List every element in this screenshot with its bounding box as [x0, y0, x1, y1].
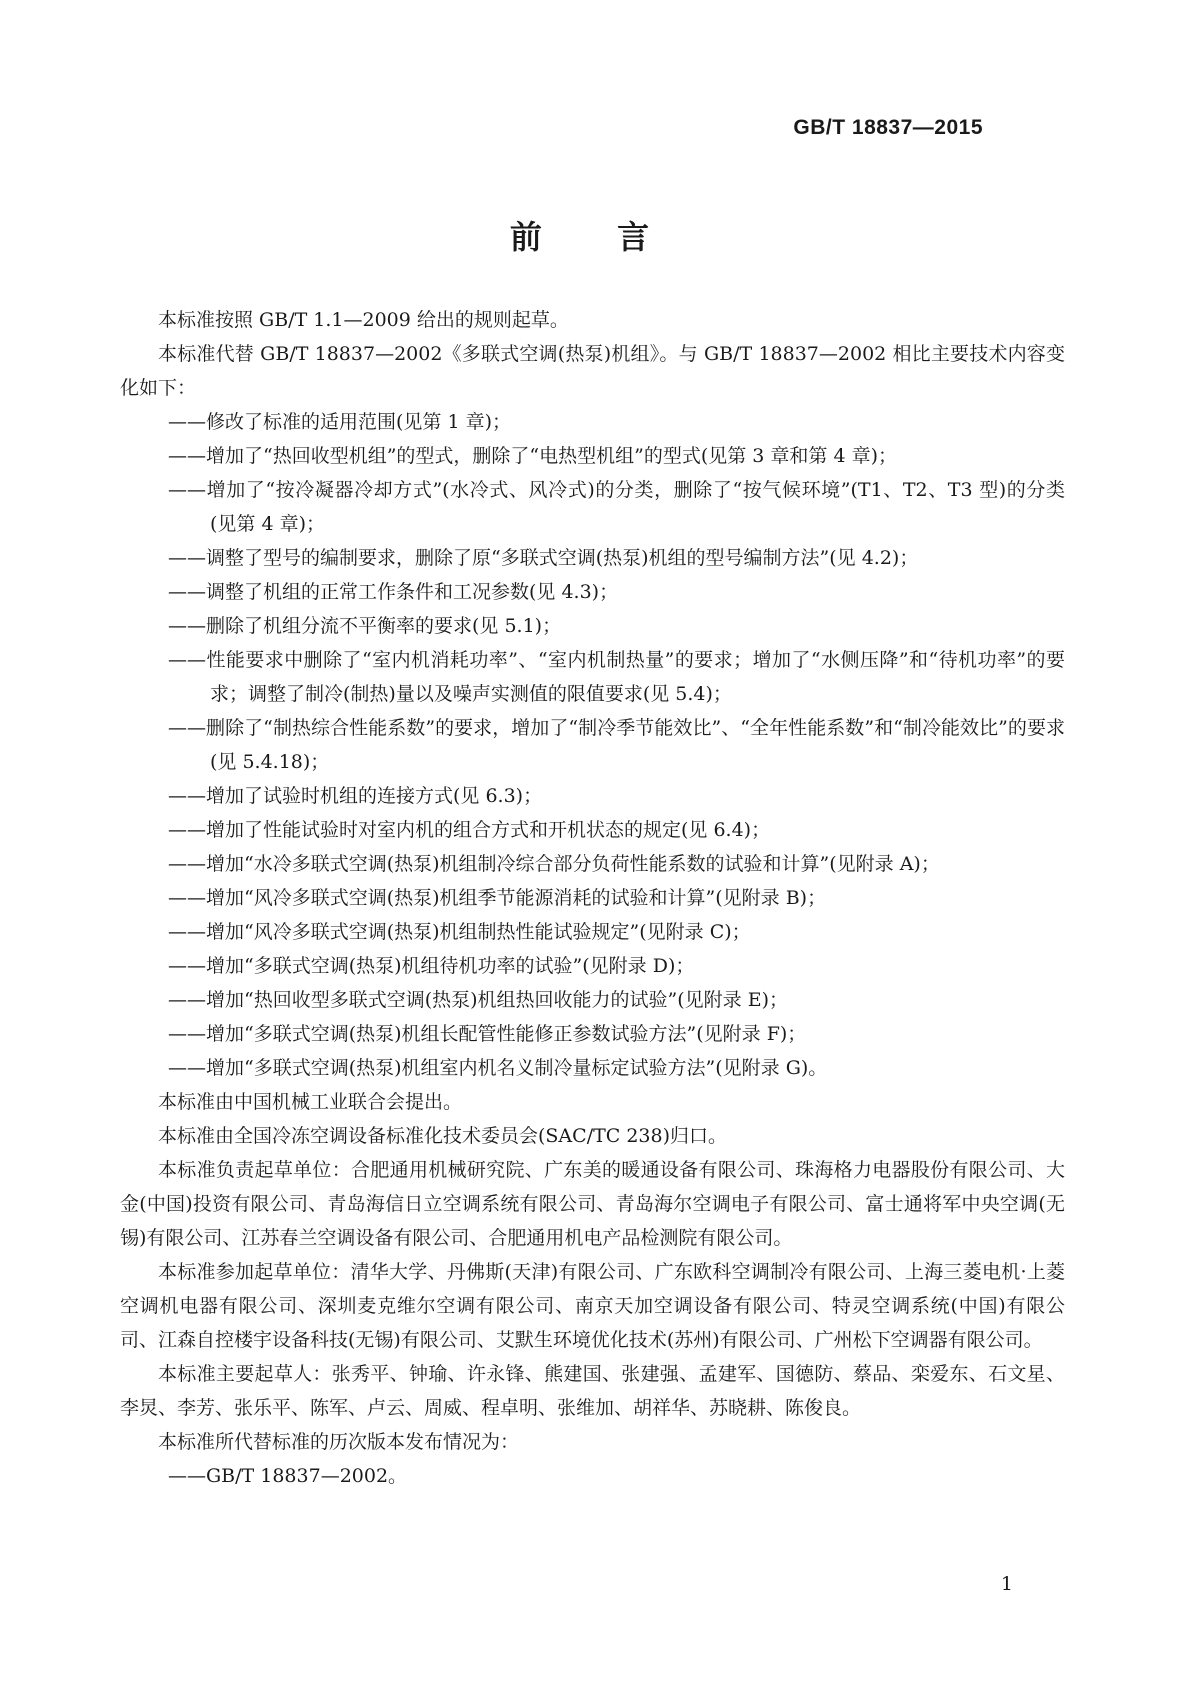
list-item: ——增加了“按冷凝器冷却方式”(水冷式、风冷式)的分类，删除了“按气候环境”(T1、T2、T3 型)的分类(见第 4 章)； [168, 479, 1065, 535]
document-body [120, 303, 1065, 1493]
list-item: ——增加“风冷多联式空调(热泵)机组季节能源消耗的试验和计算”(见附录 B)； [168, 887, 827, 909]
paragraph-participating-drafters: 本标准参加起草单位：清华大学、丹佛斯(天津)有限公司、广东欧科空调制冷有限公司、上海三菱电机·上菱空调机电器有限公司、深圳麦克维尔空调有限公司、南京天加空调设备有限公司、特灵空调系统(中国)有限公司、江森自控楼宇设备科技(无锡)有限公司、艾默生环境优化技术(苏州)有限公司、广州松下空调器有限公司。 [120, 1261, 1065, 1351]
list-item: ——增加了性能试验时对室内机的组合方式和开机状态的规定(见 6.4)； [168, 819, 771, 841]
paragraph-previous-versions: 本标准所代替标准的历次版本发布情况为： [158, 1431, 520, 1453]
standard-number: GB/T 18837—2015 [793, 116, 983, 139]
list-item: ——增加“风冷多联式空调(热泵)机组制热性能试验规定”(见附录 C)； [168, 921, 751, 943]
list-item: ——增加“多联式空调(热泵)机组室内机名义制冷量标定试验方法”(见附录 G)。 [168, 1057, 828, 1079]
list-item: ——增加“多联式空调(热泵)机组长配管性能修正参数试验方法”(见附录 F)； [168, 1023, 807, 1045]
paragraph-drafting-rules: 本标准按照 GB/T 1.1—2009 给出的规则起草。 [158, 309, 569, 331]
list-item: ——删除了机组分流不平衡率的要求(见 5.1)； [168, 615, 562, 637]
list-item: ——增加了试验时机组的连接方式(见 6.3)； [168, 785, 543, 807]
list-item: ——修改了标准的适用范围(见第 1 章)； [168, 411, 511, 433]
list-item: ——GB/T 18837—2002。 [168, 1465, 408, 1487]
list-item: ——增加了“热回收型机组”的型式，删除了“电热型机组”的型式(见第 3 章和第 4 章)； [168, 445, 898, 467]
list-item: ——增加“热回收型多联式空调(热泵)机组热回收能力的试验”(见附录 E)； [168, 989, 788, 1011]
list-item: ——调整了机组的正常工作条件和工况参数(见 4.3)； [168, 581, 619, 603]
list-item: ——增加“多联式空调(热泵)机组待机功率的试验”(见附录 D)； [168, 955, 695, 977]
page-title: 前 言 [509, 218, 682, 256]
previous-versions-list [120, 1459, 1065, 1493]
list-item: ——调整了型号的编制要求，删除了原“多联式空调(热泵)机组的型号编制方法”(见 4.2)； [168, 547, 919, 569]
paragraph-proposer: 本标准由中国机械工业联合会提出。 [158, 1091, 463, 1113]
paragraph-lead-drafters: 本标准负责起草单位：合肥通用机械研究院、广东美的暖通设备有限公司、珠海格力电器股份有限公司、大金(中国)投资有限公司、青岛海信日立空调系统有限公司、青岛海尔空调电子有限公司、富士通将军中央空调(无锡)有限公司、江苏春兰空调设备有限公司、合肥通用机电产品检测院有限公司。 [120, 1159, 1065, 1249]
changes-list [120, 405, 1065, 1085]
paragraph-jurisdiction: 本标准由全国冷冻空调设备标准化技术委员会(SAC/TC 238)归口。 [158, 1125, 728, 1147]
list-item: ——性能要求中删除了“室内机消耗功率”、“室内机制热量”的要求；增加了“水侧压降”和“待机功率”的要求；调整了制冷(制热)量以及噪声实测值的限值要求(见 5.4)； [168, 649, 1065, 705]
list-item: ——删除了“制热综合性能系数”的要求，增加了“制冷季节能效比”、“全年性能系数”和“制冷能效比”的要求(见 5.4.18)； [168, 717, 1065, 773]
paragraph-main-drafters: 本标准主要起草人：张秀平、钟瑜、许永锋、熊建国、张建强、孟建军、国德防、蔡品、栾爱东、石文星、李炅、李芳、张乐平、陈军、卢云、周威、程卓明、张维加、胡祥华、苏晓耕、陈俊良。 [120, 1363, 1065, 1419]
list-item: ——增加“水冷多联式空调(热泵)机组制冷综合部分负荷性能系数的试验和计算”(见附录 A)； [168, 853, 940, 875]
page-number: 1 [1000, 1573, 1013, 1595]
paragraph-replaces: 本标准代替 GB/T 18837—2002《多联式空调(热泵)机组》。与 GB/T 18837—2002 相比主要技术内容变化如下： [120, 343, 1065, 399]
